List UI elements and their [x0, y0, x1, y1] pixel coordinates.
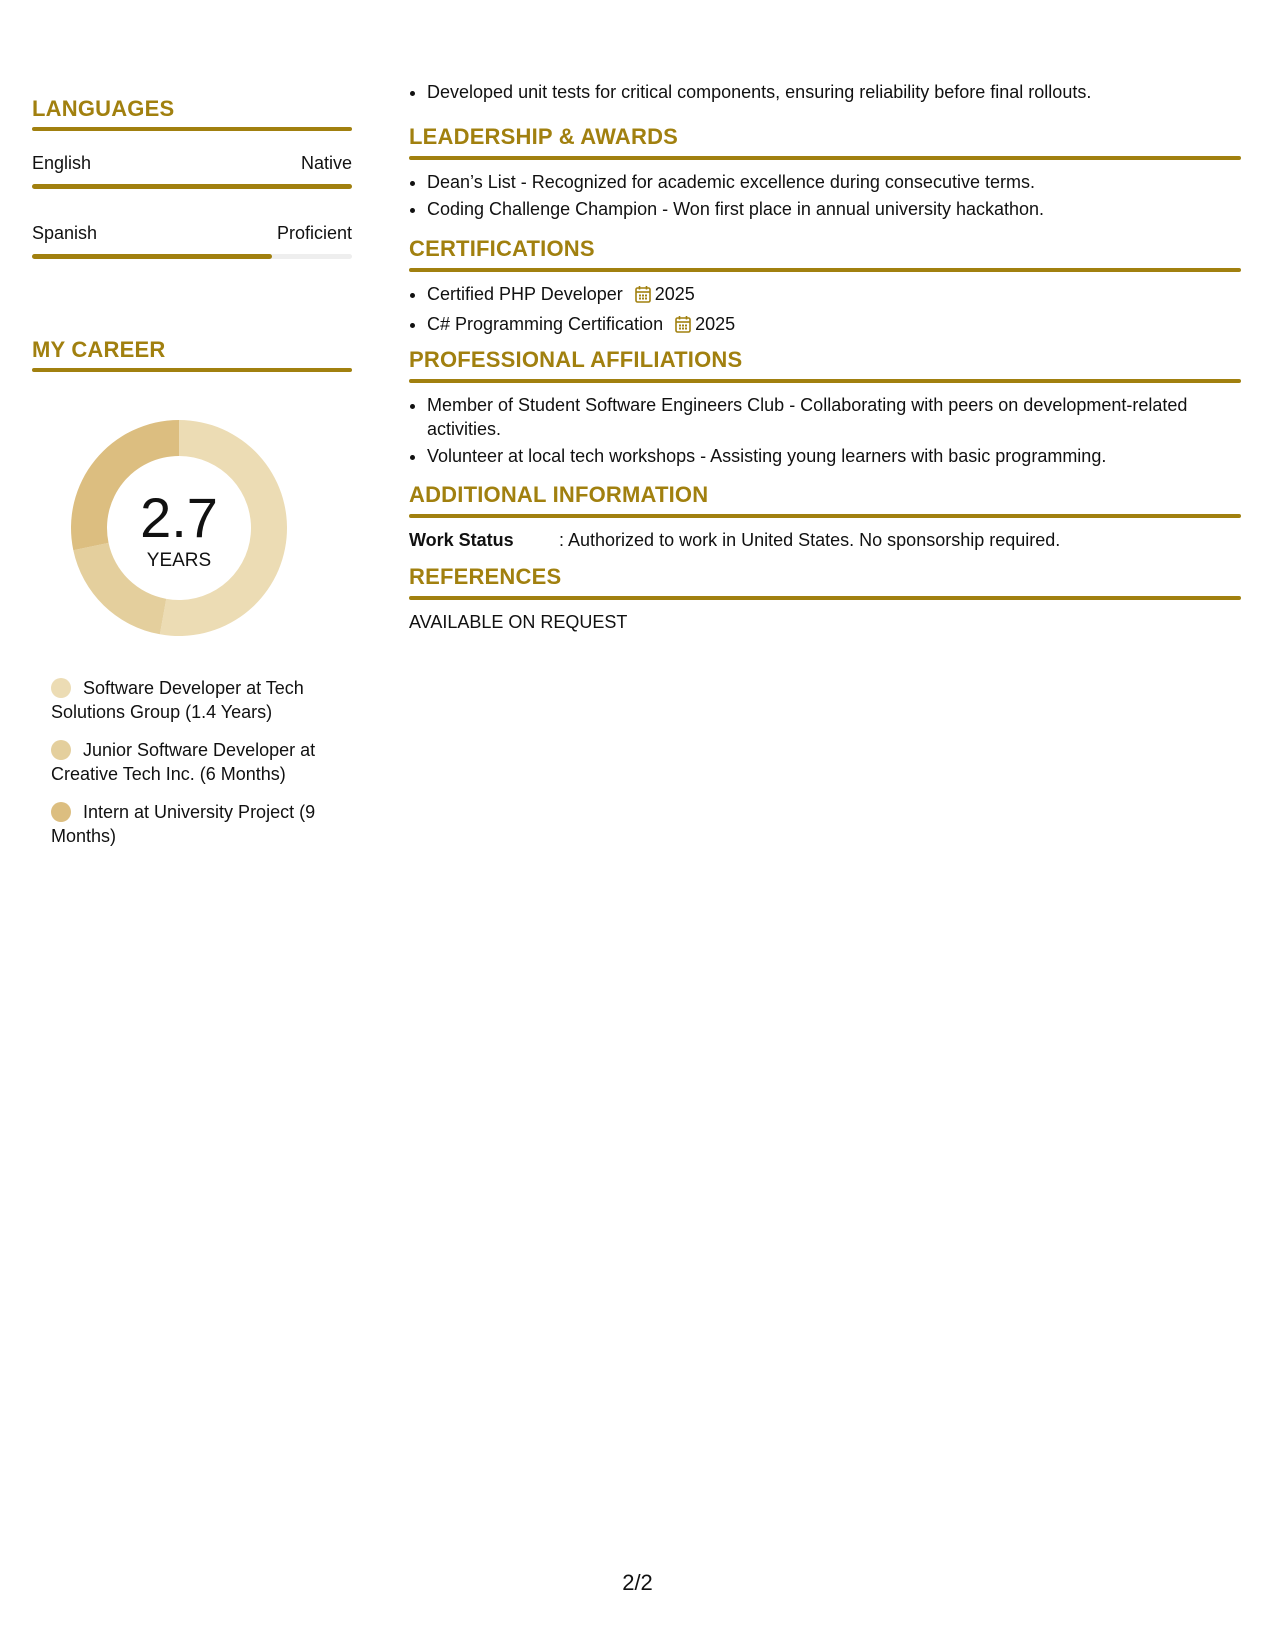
language-level: Proficient	[276, 223, 352, 243]
section-rule	[409, 379, 1241, 383]
work-status-row	[409, 528, 1241, 552]
legend-dot	[51, 678, 71, 698]
leadership-list	[409, 170, 1241, 221]
affiliations-title: PROFESSIONAL AFFILIATIONS	[409, 347, 743, 372]
references-text: AVAILABLE ON REQUEST	[409, 612, 628, 632]
leadership-section	[409, 124, 1241, 224]
career-legend-item	[51, 800, 351, 848]
language-name: English	[32, 153, 92, 173]
calendar-icon	[675, 315, 691, 339]
career-total-value: 2.7	[140, 486, 218, 549]
affiliations-list	[409, 393, 1241, 468]
work-status-label: Work Status	[409, 530, 514, 550]
section-rule	[409, 514, 1241, 518]
career-legend-item	[51, 738, 351, 786]
work-status-value: : Authorized to work in United States. No sponsorship required.	[559, 530, 1061, 550]
list-item: • Member of Student Software Engineers Club - Collaborating with peers on development-related activities.	[427, 393, 1241, 441]
legend-label: Software Developer at Tech Solutions Group (1.4 Years)	[51, 678, 304, 722]
references-title: REFERENCES	[409, 564, 562, 589]
proficiency-track	[32, 184, 352, 189]
languages-rule	[32, 127, 352, 131]
certifications-title: CERTIFICATIONS	[409, 236, 595, 261]
list-item: • Coding Challenge Champion - Won first place in annual university hackathon.	[427, 197, 1241, 221]
proficiency-fill	[32, 184, 352, 189]
language-level: Native	[300, 153, 352, 173]
references-section	[409, 564, 1241, 634]
certifications-list	[409, 282, 1241, 339]
proficiency-fill	[32, 254, 272, 259]
list-item	[427, 312, 1241, 339]
additional-info-title: ADDITIONAL INFORMATION	[409, 482, 709, 507]
list-item: • Volunteer at local tech workshops - Assisting young learners with basic programming.	[427, 444, 1241, 468]
section-rule	[409, 596, 1241, 600]
career-total-unit: YEARS	[146, 550, 212, 571]
career-title: MY CAREER	[32, 337, 166, 362]
proficiency-track	[32, 254, 352, 259]
section-rule	[409, 268, 1241, 272]
list-item: • Dean’s List - Recognized for academic excellence during consecutive terms.	[427, 170, 1241, 194]
career-legend-item	[51, 676, 351, 724]
list-item: • Developed unit tests for critical components, ensuring reliability before final rollouts.	[427, 80, 1091, 104]
certification-name: C# Programming Certification	[427, 314, 664, 334]
certification-name: Certified PHP Developer	[427, 284, 623, 304]
certification-year: 2025	[654, 284, 695, 304]
legend-label: Intern at University Project (9 Months)	[51, 802, 316, 846]
experience-tail-list	[409, 80, 1091, 107]
certification-year: 2025	[695, 314, 736, 334]
legend-dot	[51, 740, 71, 760]
list-item	[427, 282, 1241, 309]
section-rule	[409, 156, 1241, 160]
language-name: Spanish	[32, 223, 98, 243]
additional-info-section	[409, 482, 1241, 552]
languages-title: LANGUAGES	[32, 96, 175, 121]
page-number: 2/2	[622, 1570, 653, 1595]
leadership-title: LEADERSHIP & AWARDS	[409, 124, 679, 149]
career-rule	[32, 368, 352, 372]
affiliations-section	[409, 347, 1241, 471]
certifications-section	[409, 236, 1241, 342]
legend-label: Junior Software Developer at Creative Tech Inc. (6 Months)	[51, 740, 316, 784]
calendar-icon	[635, 285, 651, 309]
legend-dot	[51, 802, 71, 822]
